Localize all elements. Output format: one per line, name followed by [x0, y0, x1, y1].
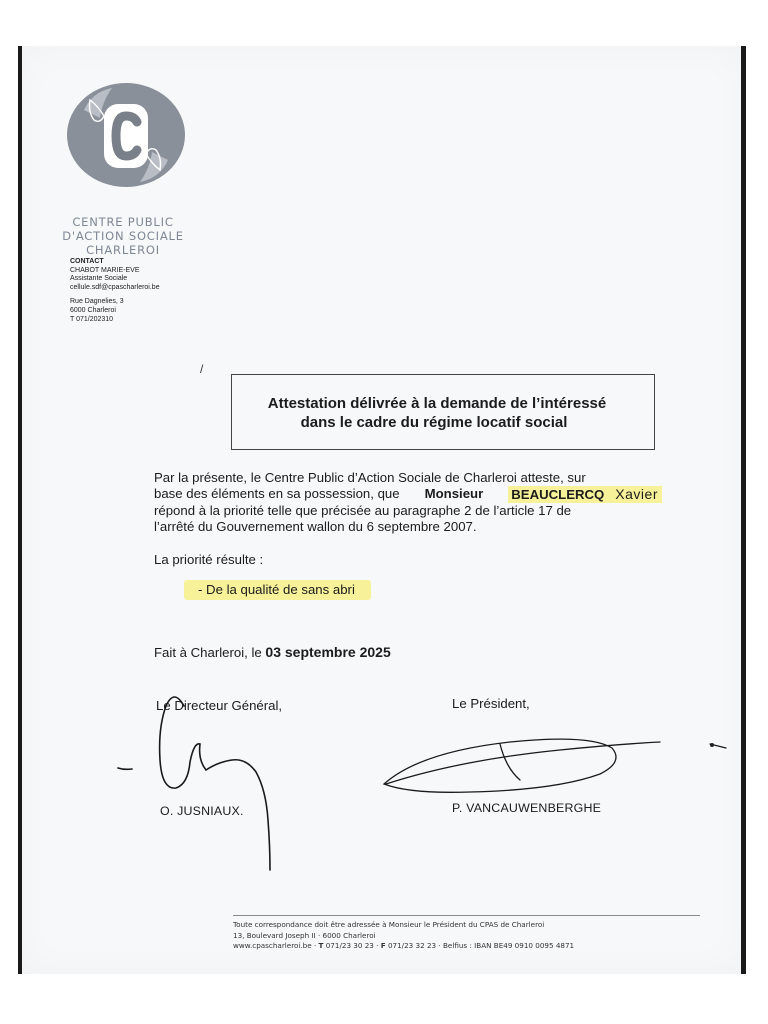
organization-name-line: CENTRE PUBLIC	[72, 215, 174, 229]
cpas-logo	[60, 80, 190, 190]
title-word: Monsieur	[424, 486, 484, 501]
footer-bank: Belfius : IBAN BE49 0910 0095 4871	[442, 941, 575, 950]
first-name: Xavier	[615, 486, 658, 502]
contact-street: Rue Dagnelies, 3	[70, 298, 124, 306]
contact-phone: T 071/202310	[70, 315, 114, 323]
contact-role: Assistante Sociale	[70, 275, 128, 283]
issue-date: 03 septembre 2025	[265, 644, 391, 660]
signatory-left-role: Le Directeur Général,	[156, 698, 283, 713]
footer-address: 13, Boulevard Joseph II · 6000 Charleroi	[233, 930, 376, 940]
paragraph-line-1	[154, 470, 662, 486]
document-title-box	[231, 374, 655, 450]
footer-website: www.cpascharleroi.be	[233, 941, 312, 950]
paragraph-text: répond à la priorité telle que précisée au paragraphe 2 de l’article 17 de	[154, 503, 572, 518]
highlighted-person-name	[508, 486, 662, 503]
attestation-paragraph	[154, 470, 662, 535]
stray-dot	[710, 743, 714, 747]
signatory-right-role: Le Président,	[452, 696, 530, 711]
stray-mark: /	[200, 362, 204, 376]
organization-name-line: CHARLEROI	[86, 243, 160, 257]
footer-fax-label: F	[380, 941, 386, 950]
organization-name	[48, 215, 198, 257]
footer	[233, 920, 574, 952]
place-date	[154, 644, 391, 660]
footer-phone: 071/23 30 23	[325, 941, 374, 950]
document-title-line: Attestation délivrée à la demande de l’intéressé	[267, 395, 607, 412]
surname: BEAUCLERCQ	[511, 487, 605, 502]
signatory-right-name: P. VANCAUWENBERGHE	[452, 801, 602, 815]
contact-name: CHABOT MARIE-EVE	[70, 266, 140, 274]
paragraph-text: l’arrêté du Gouvernement wallon du 6 septembre 2007.	[154, 519, 477, 534]
priority-item-highlighted: - De la qualité de sans abri	[184, 580, 371, 600]
footer-correspondence: Toute correspondance doit être adressée à Monsieur le Président du CPAS de Charleroi	[233, 920, 545, 929]
paragraph-line-2	[154, 486, 662, 503]
contact-block	[70, 258, 160, 324]
paragraph-text: Par la présente, le Centre Public d’Action Sociale de Charleroi atteste, sur	[154, 470, 586, 485]
footer-phone-label: T	[318, 941, 324, 950]
scan-edge-right	[741, 46, 746, 974]
footer-contact-row: www.cpascharleroi.be · T 071/23 30 23 · F 071/23 32 23 · Belfius : IBAN BE49 0910 0095 4871	[233, 941, 575, 950]
contact-city: 6000 Charleroi	[70, 306, 116, 314]
paragraph-line-4	[154, 519, 662, 535]
footer-fax: 071/23 32 23	[387, 941, 437, 950]
signatory-left-name: O. JUSNIAUX.	[160, 804, 244, 818]
document-title-line: dans le cadre du régime locatif social	[300, 414, 568, 431]
paragraph-line-3	[154, 503, 662, 519]
scan-edge-left	[18, 46, 22, 974]
contact-email: cellule.sdf@cpascharleroi.be	[70, 283, 160, 291]
priority-intro: La priorité résulte :	[154, 552, 264, 567]
paragraph-text: base des éléments en sa possession, que	[154, 486, 400, 501]
place-prefix: Fait à Charleroi, le	[154, 645, 262, 660]
contact-heading: CONTACT	[70, 258, 104, 265]
footer-divider	[233, 915, 700, 916]
organization-name-line: D'ACTION SOCIALE	[62, 229, 184, 243]
